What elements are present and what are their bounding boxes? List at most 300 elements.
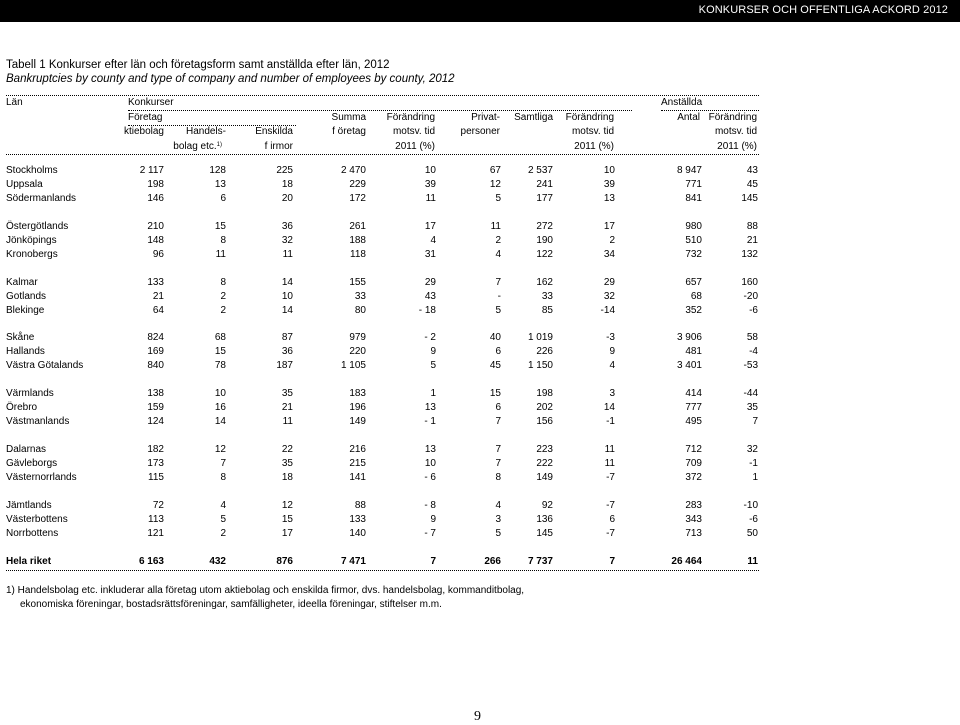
header-top-rule (6, 95, 759, 96)
cell-ef: 10 (281, 290, 293, 302)
cell-f2: 11 (604, 457, 615, 469)
total-row (6, 555, 758, 569)
cell-antal: 414 (685, 388, 702, 400)
cell-ef: 87 (281, 332, 293, 344)
cell-summa: 118 (350, 248, 366, 260)
cell-f2: 29 (603, 276, 615, 288)
county-name: Kalmar (6, 276, 38, 288)
cell-samt: 272 (536, 220, 553, 232)
cell-samt: 202 (536, 402, 553, 414)
cell-priv: 4 (495, 248, 501, 260)
cell-f3: 32 (746, 443, 758, 455)
cell-f3: 88 (746, 220, 758, 232)
cell-antal: 657 (685, 276, 702, 288)
cell-f3: 45 (746, 179, 758, 190)
cell-f2: -7 (606, 527, 615, 539)
cell-f1: 43 (424, 290, 436, 302)
header-samtliga: Samtliga (514, 112, 553, 123)
cell-ef: 35 (281, 457, 293, 469)
group-spacer (6, 373, 758, 387)
cell-priv: 5 (495, 193, 501, 204)
cell-priv: 8 (495, 471, 501, 483)
cell-priv: 6 (495, 402, 501, 414)
cell-summa: 261 (349, 220, 366, 232)
table-title: Tabell 1 Konkurser efter län och företagsform samt anställda efter län, 2012 (6, 59, 390, 71)
cell-f3: 21 (746, 234, 758, 246)
table-row (6, 304, 758, 318)
header-handels: Handels- (185, 126, 226, 137)
cell-samt: 226 (536, 346, 553, 358)
header-forandring-3: Förändring (708, 112, 757, 123)
header-antal: Antal (677, 112, 700, 123)
cell-f2: 32 (603, 290, 615, 302)
cell-ef: 11 (282, 416, 293, 428)
cell-hb: 13 (214, 179, 226, 190)
cell-f3: -4 (749, 346, 758, 358)
cell-summa: 172 (349, 193, 366, 204)
cell-priv: - (497, 290, 501, 302)
cell-antal: 8 947 (676, 165, 702, 176)
running-head: KONKURSER OCH OFFENTLIGA ACKORD 2012 (698, 4, 948, 16)
cell-antal: 283 (685, 499, 702, 511)
cell-ab: 182 (147, 443, 164, 455)
cell-hb: 8 (220, 276, 226, 288)
table-row (6, 499, 758, 513)
cell-antal: 481 (685, 346, 702, 358)
cell-hb: 10 (214, 388, 226, 400)
county-name: Västernorrlands (6, 471, 77, 483)
table-row (6, 401, 758, 415)
cell-hb: 16 (214, 402, 226, 414)
table-row (6, 192, 758, 206)
cell-ef: 20 (281, 193, 293, 204)
cell-samt: 156 (536, 416, 553, 428)
cell-antal: 712 (685, 443, 702, 455)
cell-samt: 122 (536, 248, 553, 260)
cell-hb: 7 (220, 457, 226, 469)
cell-antal: 3 906 (676, 332, 702, 344)
cell-f3: 132 (741, 248, 758, 260)
cell-summa: 979 (349, 332, 366, 344)
cell-antal: 713 (685, 527, 702, 539)
cell-ab: 133 (147, 276, 164, 288)
cell-f3: -1 (749, 457, 758, 469)
page-number: 9 (474, 709, 481, 724)
cell-samt: 92 (541, 499, 553, 511)
cell-f2: 3 (609, 388, 615, 400)
cell-ab: 824 (147, 332, 164, 344)
cell-summa: 188 (349, 234, 366, 246)
cell-antal: 68 (690, 290, 702, 302)
cell-f3: -10 (743, 499, 758, 511)
cell-priv: 2 (495, 234, 501, 246)
header-foretag: Företag (128, 112, 163, 123)
cell-priv: 15 (489, 388, 501, 400)
cell-ef: 12 (281, 499, 293, 511)
header-summa-2: f öretag (332, 126, 366, 137)
cell-priv: 11 (490, 220, 501, 232)
cell-hb: 4 (220, 499, 226, 511)
table-row (6, 359, 758, 373)
cell-f2: 17 (603, 220, 615, 232)
cell-summa: 183 (349, 388, 366, 400)
county-name: Kronobergs (6, 248, 58, 260)
cell-f1: 13 (424, 402, 436, 414)
running-head-bar (0, 0, 960, 22)
header-konkurser: Konkurser (128, 97, 174, 108)
cell-samt: 33 (541, 290, 553, 302)
cell-f1: 29 (424, 276, 436, 288)
county-name: Västmanlands (6, 416, 70, 428)
header-privat-2: personer (460, 126, 500, 137)
group-spacer (6, 318, 758, 332)
cell-summa: 133 (349, 513, 366, 525)
cell-ab: 210 (147, 220, 164, 232)
cell-summa: 149 (349, 416, 366, 428)
cell-hb: 8 (220, 234, 226, 246)
cell-f2: 10 (603, 165, 615, 176)
cell-priv: 266 (484, 555, 501, 567)
table-row (6, 276, 758, 290)
cell-priv: 7 (495, 416, 501, 428)
county-name: Uppsala (6, 179, 43, 190)
header-anstallda-rule (661, 110, 759, 111)
cell-priv: 7 (495, 443, 501, 455)
total-rule (6, 570, 759, 571)
cell-summa: 196 (349, 402, 366, 414)
header-forandring-1-c: 2011 (%) (395, 141, 435, 152)
cell-f2: 34 (603, 248, 615, 260)
cell-f1: - 18 (418, 304, 436, 316)
cell-f3: 7 (752, 416, 758, 428)
cell-priv: 5 (495, 304, 501, 316)
county-name: Skåne (6, 332, 35, 344)
county-name: Västra Götalands (6, 360, 84, 372)
header-enskilda-2: f irmor (264, 141, 293, 152)
header-summa: Summa (331, 112, 366, 123)
cell-f1: 13 (424, 443, 436, 455)
cell-summa: 215 (349, 457, 366, 469)
cell-f3: 145 (741, 193, 758, 204)
county-name: Gotlands (6, 290, 47, 302)
cell-ab: 96 (152, 248, 164, 260)
county-name: Blekinge (6, 304, 45, 316)
cell-priv: 5 (495, 527, 501, 539)
cell-samt: 241 (536, 179, 553, 190)
cell-priv: 6 (495, 346, 501, 358)
cell-ef: 18 (281, 179, 293, 190)
cell-samt: 222 (536, 457, 553, 469)
cell-priv: 12 (489, 179, 501, 190)
cell-ab: 198 (147, 179, 164, 190)
table-row (6, 248, 758, 262)
table-row (6, 387, 758, 401)
cell-f1: 7 (430, 555, 436, 567)
cell-antal: 709 (685, 457, 702, 469)
cell-ab: 64 (152, 304, 164, 316)
cell-samt: 136 (536, 513, 553, 525)
county-name: Hela riket (6, 555, 52, 567)
cell-summa: 88 (354, 499, 366, 511)
county-name: Värmlands (6, 388, 54, 400)
cell-antal: 510 (685, 234, 702, 246)
cell-f1: - 6 (424, 471, 436, 483)
cell-antal: 495 (685, 416, 702, 428)
header-forandring-3-c: 2011 (%) (717, 141, 757, 152)
cell-f2: -14 (600, 304, 615, 316)
county-name: Gävleborgs (6, 457, 58, 469)
cell-f1: - 1 (424, 416, 436, 428)
cell-summa: 220 (349, 346, 366, 358)
cell-f2: 9 (609, 346, 615, 358)
cell-samt: 1 019 (527, 332, 553, 344)
cell-summa: 155 (349, 276, 366, 288)
cell-ab: 169 (147, 346, 164, 358)
cell-ab: 124 (147, 416, 164, 428)
table-row (6, 513, 758, 527)
cell-priv: 40 (489, 332, 501, 344)
header-forandring-1: Förändring (386, 112, 435, 123)
group-spacer (6, 262, 758, 276)
cell-samt: 162 (536, 276, 553, 288)
group-spacer (6, 541, 758, 555)
group-spacer (6, 485, 758, 499)
header-forandring-2-c: 2011 (%) (574, 141, 614, 152)
header-forandring-2: Förändring (565, 112, 614, 123)
cell-f1: 4 (430, 234, 436, 246)
cell-ef: 14 (281, 304, 293, 316)
cell-ab: 2 117 (139, 165, 164, 176)
group-spacer (6, 429, 758, 443)
cell-samt: 7 737 (527, 555, 553, 567)
cell-f1: - 7 (424, 527, 436, 539)
county-name: Örebro (6, 402, 38, 414)
cell-samt: 85 (541, 304, 553, 316)
header-privat: Privat- (471, 112, 500, 123)
table-row (6, 290, 758, 304)
cell-f3: -44 (743, 388, 758, 400)
cell-antal: 777 (685, 402, 702, 414)
cell-ef: 11 (282, 248, 293, 260)
cell-hb: 78 (214, 360, 226, 372)
cell-samt: 198 (536, 388, 553, 400)
header-bottom-rule (6, 154, 759, 155)
cell-hb: 68 (214, 332, 226, 344)
table-row (6, 220, 758, 234)
cell-ab: 115 (148, 471, 164, 483)
cell-antal: 26 464 (671, 555, 702, 567)
cell-f1: 39 (424, 179, 436, 190)
cell-summa: 80 (354, 304, 366, 316)
county-name: Dalarnas (6, 443, 47, 455)
cell-f2: 39 (603, 179, 615, 190)
cell-f2: -7 (606, 499, 615, 511)
cell-f1: 11 (425, 193, 436, 204)
cell-f3: 50 (746, 527, 758, 539)
cell-f3: 35 (746, 402, 758, 414)
county-name: Östergötlands (6, 220, 69, 232)
cell-f1: 10 (424, 165, 436, 176)
county-name: Södermanlands (6, 193, 77, 204)
cell-summa: 1 105 (340, 360, 366, 372)
cell-hb: 15 (214, 346, 226, 358)
cell-antal: 352 (685, 304, 702, 316)
cell-samt: 177 (536, 193, 553, 204)
table-row (6, 164, 758, 178)
cell-f3: 1 (752, 471, 758, 483)
header-forandring-1-b: motsv. tid (392, 126, 435, 137)
group-spacer (6, 206, 758, 220)
table-row (6, 178, 758, 192)
cell-f3: -6 (749, 513, 758, 525)
cell-antal: 343 (685, 513, 702, 525)
cell-summa: 7 471 (340, 555, 366, 567)
header-konkurser-rule (128, 110, 632, 111)
cell-f2: -1 (606, 416, 615, 428)
cell-hb: 5 (220, 513, 226, 525)
cell-summa: 216 (349, 443, 366, 455)
cell-summa: 2 470 (340, 165, 366, 176)
cell-antal: 372 (685, 471, 702, 483)
cell-samt: 190 (536, 234, 553, 246)
table-row (6, 457, 758, 471)
county-name: Hallands (6, 346, 45, 358)
cell-f1: - 2 (424, 332, 436, 344)
cell-hb: 14 (214, 416, 226, 428)
cell-ef: 35 (281, 388, 293, 400)
cell-f2: -7 (606, 471, 615, 483)
county-name: Jämtlands (6, 499, 52, 511)
cell-hb: 2 (220, 290, 226, 302)
county-name: Västerbottens (6, 513, 68, 525)
cell-ef: 14 (281, 276, 293, 288)
header-lan: Län (6, 97, 23, 108)
cell-f2: 13 (603, 193, 615, 204)
cell-f1: 17 (424, 220, 436, 232)
footnote-line-2: ekonomiska föreningar, bostadsrättsföreningar, samfälligheter, ideella föreningar, stiftelser m.m. (20, 599, 442, 610)
cell-samt: 149 (536, 471, 553, 483)
cell-f3: -6 (749, 304, 758, 316)
table-row (6, 331, 758, 345)
cell-ef: 21 (281, 402, 293, 414)
cell-summa: 33 (354, 290, 366, 302)
cell-hb: 11 (215, 248, 226, 260)
header-handels-2: bolag etc.$^{1)}$ (173, 141, 222, 152)
cell-summa: 141 (349, 471, 366, 483)
cell-f2: 4 (609, 360, 615, 372)
cell-f1: - 8 (424, 499, 436, 511)
cell-f3: 160 (741, 276, 758, 288)
cell-antal: 841 (685, 193, 702, 204)
table-subtitle: Bankruptcies by county and type of company and number of employees by county, 2012 (6, 73, 455, 85)
table-row (6, 234, 758, 248)
cell-f1: 9 (430, 346, 436, 358)
cell-ab: 6 163 (138, 555, 164, 567)
header-enskilda: Enskilda (255, 126, 293, 137)
cell-f1: 9 (430, 513, 436, 525)
cell-ef: 32 (281, 234, 293, 246)
cell-hb: 15 (214, 220, 226, 232)
cell-hb: 12 (214, 443, 226, 455)
footnote-marker: 1) (216, 142, 222, 148)
table-row (6, 471, 758, 485)
cell-hb: 2 (220, 304, 226, 316)
cell-priv: 67 (489, 165, 501, 176)
footnote (6, 584, 524, 612)
cell-ef: 225 (276, 165, 293, 176)
cell-priv: 7 (495, 457, 501, 469)
cell-samt: 145 (536, 527, 553, 539)
cell-ef: 876 (276, 555, 293, 567)
cell-hb: 128 (209, 165, 226, 176)
cell-f1: 10 (424, 457, 436, 469)
cell-hb: 8 (220, 471, 226, 483)
cell-antal: 732 (685, 248, 702, 260)
county-name: Jönköpings (6, 234, 57, 246)
cell-ef: 17 (281, 527, 293, 539)
cell-f3: -20 (743, 290, 758, 302)
cell-f1: 31 (424, 248, 436, 260)
cell-priv: 45 (489, 360, 501, 372)
header-forandring-2-b: motsv. tid (571, 126, 614, 137)
header-anstallda: Anställda (661, 97, 703, 108)
cell-hb: 6 (220, 193, 226, 204)
cell-f3: 58 (746, 332, 758, 344)
cell-ab: 840 (147, 360, 164, 372)
cell-ab: 121 (147, 527, 164, 539)
header-forandring-3-b: motsv. tid (714, 126, 757, 137)
table-row (6, 415, 758, 429)
cell-ab: 72 (152, 499, 164, 511)
table-row (6, 443, 758, 457)
cell-ef: 15 (281, 513, 293, 525)
cell-f2: 6 (609, 513, 615, 525)
cell-hb: 432 (209, 555, 226, 567)
table-row (6, 345, 758, 359)
cell-ef: 22 (281, 443, 293, 455)
cell-f3: 11 (747, 555, 758, 567)
cell-ef: 187 (276, 360, 293, 372)
cell-antal: 771 (685, 179, 702, 190)
cell-f3: 43 (746, 165, 758, 176)
cell-samt: 2 537 (527, 165, 553, 176)
cell-samt: 1 150 (527, 360, 553, 372)
cell-f2: 14 (603, 402, 615, 414)
cell-antal: 3 401 (676, 360, 702, 372)
table-row (6, 527, 758, 541)
cell-summa: 140 (349, 527, 366, 539)
cell-ab: 173 (147, 457, 164, 469)
cell-f1: 1 (430, 388, 436, 400)
footnote-line-1: 1) Handelsbolag etc. inkluderar alla företag utom aktiebolag och enskilda firmor, dvs. handelsbolag, kommanditbolag, (6, 585, 525, 596)
cell-priv: 3 (495, 513, 501, 525)
cell-ef: 36 (281, 220, 293, 232)
cell-ab: 21 (152, 290, 164, 302)
cell-priv: 7 (495, 276, 501, 288)
county-name: Norrbottens (6, 527, 59, 539)
cell-ef: 36 (281, 346, 293, 358)
cell-f2: -3 (606, 332, 615, 344)
cell-f2: 7 (609, 555, 615, 567)
header-aktiebolag: ktiebolag (123, 126, 164, 137)
cell-ab: 113 (148, 513, 164, 525)
cell-ab: 146 (147, 193, 164, 204)
cell-f2: 11 (604, 443, 615, 455)
cell-ef: 18 (281, 471, 293, 483)
county-name: Stockholms (6, 165, 58, 176)
cell-f3: -53 (743, 360, 758, 372)
cell-antal: 980 (685, 220, 702, 232)
